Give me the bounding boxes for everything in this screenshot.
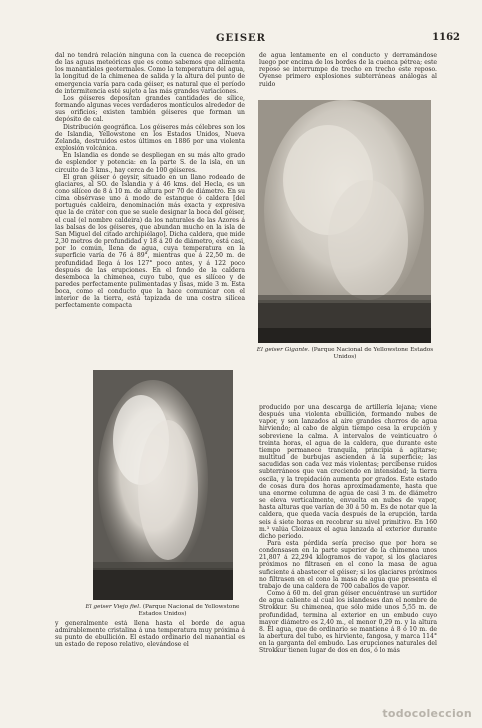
watermark-logo: todocoleccion [382,707,472,720]
photo-caption-left [80,604,245,618]
paragraph: Los géiseres depositan grandes cantidades de sílice, formando algunas veces verdaderos montículos alrededor de sus orificios; existen también géiseres que forman un depósito de cal. [55,94,245,124]
page-title: GEISER [216,33,266,44]
text-column-left-bottom [55,620,245,684]
text-column-right-mid [259,404,437,680]
paragraph: producido por una descarga de artillería lejana; viene después una violenta ebullición, formando nubes de vapor, y son lanzados al aire grandes chorros de agua hirviendo; al cabo de algún tiempo cesa la erupción y sobreviene la calma. A intervalos de veinticuatro ó treinta horas, el agua de la caldera, que durante este tiempo permanece tranquila, principia á agitarse; multitud de burbujas ascienden á la superficie; las sacudidas son cada vez más violentas; percíbense ruidos subterráneos que van creciendo en intensidad; la tierra oscila, y la trepidación aumenta por grados. Este estado de cosas dura dos horas aproximadamente, hasta que una enorme columna de agua de casi 3 m. de diámetro se eleva verticalmente, envuelta en nubes de vapor, hasta alturas que varían de 30 á 50 m. Es de notar que la caldera, que queda vacía después de la erupción, tarda seis á siete horas en recobrar su nivel primitivo. En 160 m.³ valúa Cloizeaux el agua lanzada al exterior durante dicho período. [259,404,437,540]
caption-source: (Parque Nacional de Yellowstone Estados Unidos) [311,347,434,360]
photo-caption-right [255,347,435,361]
photo-giant-geyser [258,100,431,343]
page-header [0,33,482,47]
paragraph: y generalmente está llena hasta el borde de agua admirablemente cristalina á una temperatura muy próxima á su punto de ebullición. El estado ordinario del manantial es un estado de reposo relativo, elevándose el [55,620,245,649]
text-column-right-top [259,52,437,98]
photo-old-faithful [93,370,233,600]
paragraph: El gran géiser ó geysir, situado en un llano rodeado de glaciares, al SO. de Islandia y á 46 kms. del Hecla, es un cono silíceo de 8 á 10 m. de altura por 70 de diámetro. En su cima obsérvase uno á modo de estanque ó caldera [del portugués caldeira, denominación más exacta y expresiva que la de cráter con que se suele designar la boca del géiser, el cual (el nombre caldeira) da los naturales de las Azores á las balsas de los géiseres, que abundan mucho en la isla de San Miguel del citado archipiélago]. Dicha caldera, que mide 2,30 metros de profundidad y 18 á 20 de diámetro, está casi, por lo común, llena de agua, cuya temperatura en la superficie varía de 76 á 89°, mientras que á 22,50 m. de profundidad llega á los 127° poco antes, y á 122 poco después de las erupciones. En el fondo de la caldera desemboca la chimenea, cuyo tubo, que es silíceo y de paredes perfectamente pulimentadas y lisas, mide 3 m. Esta boca, como el conducto que la hace comunicar con el interior de la tierra, está tapizada de una costra silícea perfectamente compacta [55,173,245,310]
paragraph: dal no tendrá relación ninguna con la cuenca de recepción de las aguas meteóricas que es como sabemos que alimenta los manantiales geotermales. Como la temperatura del agua, la longitud de la chimenea de salida y la altura del punto de emergencia varía para cada géiser, es natural que el período de intermitencia esté sujeto a las más grandes variaciones. [55,52,245,95]
paragraph: En Islandia es donde se despliegan en su más alto grado de esplendor y potencia: en la parte S. de la isla, en un circuito de 3 kms., hay cerca de 100 géiseres. [55,152,245,174]
paragraph: de agua lentamente en el conducto y derramándose luego por encima de los bordes de la cuenca pétrea; este reposo se interrumpe de trecho en trecho este reposo. Oyense primero explosiones subterráneas análogas al ruido [259,52,437,88]
caption-source: (Parque Nacional de Yellowstone Estados Unidos) [138,604,240,617]
paragraph: Para esta pérdida sería preciso que por hora se condensasen en la parte superior de la chimenea unos 21,807 á 22,294 kilogramos de vapor, si los glaciares próximos no filtrasen en el cono la masa de agua suficiente á abastecer el géiser; si los glaciares próximos no filtrasen en el cono la masa de agua que presenta el trabajo de una caldera de 700 caballos de vapor. [259,539,437,590]
page-number: 1162 [432,32,460,43]
caption-title: El geiser Viejo fiel. [85,604,141,610]
paragraph: Como á 60 m. del gran géiser encuéntrase un surtidor de agua caliente al cual los islandeses dan el nombre de Strokkur. Su chimenea, que sólo mide unos 5,55 m. de profundidad, termina al exterior en un embudo cuyo mayor diámetro es 2,40 m., el menor 0,29 m. y la altura 8. El agua, que de ordinario se mantiene á 8 ó 10 m. de la abertura del tubo, es hirviente, fangosa, y marca 114° en la garganta del embudo. Las erupciones naturales del Strokkur tienen lugar de dos en dos, ó lo más [259,590,437,655]
paragraph: Distribución geográfica. Los géiseres más célebres son los de Islandia, Yellowstone en los Estados Unidos, Nueva Zelanda, destruidos estos últimos en 1886 por una violenta explosión volcánica. [55,123,245,153]
text-column-left-top [55,52,245,355]
caption-title: El geiser Gigante. [256,347,310,353]
